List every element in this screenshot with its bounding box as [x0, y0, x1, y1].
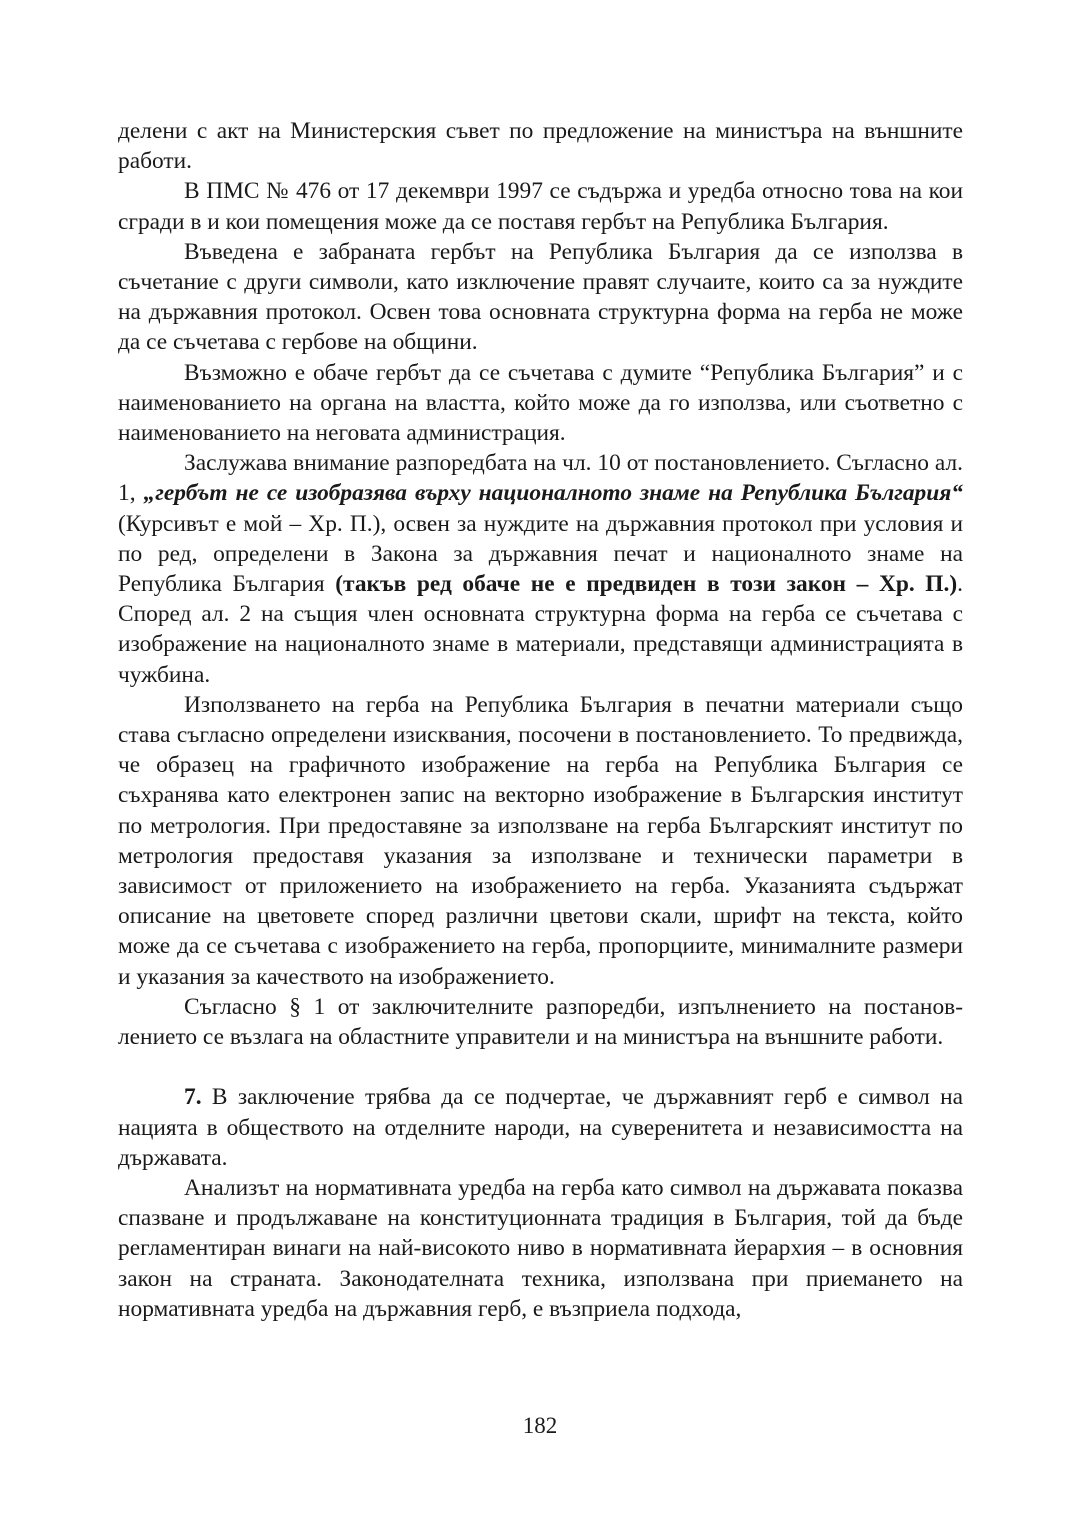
paragraph-2: В ПМС № 476 от 17 декември 1997 се съдържа и уредба относно това на кои сгради в и кои помещения може да се поставя гербът на Република България.	[118, 178, 963, 235]
paragraph-7: Съгласно § 1 от заключителните разпоредби, изпълнението на постановлението се възлага на областните управители и на министъра на външните работи.	[118, 993, 963, 1051]
quoted-provision: „гербът не се изобразява върху националното знаме на Република България“	[143, 480, 964, 507]
paragraph-6: Използването на герба на Република България в печатни материали също става съгласно определени изисквания, посочени в постановлението. То предвижда, че образец на графичното изображение на герба на Република България се съхранява като електронен запис на векторно изображение в Българския институт по метрология. При предоставяне за използване на герба Българският институт по метрология предоставя указания за използване и технически параметри в зависимост от приложението на изображението на герба. Указанията съдържат описание на цветовете според различни цветови скали, шрифт на текста, който може да се съчетава с изображението на герба, пропорциите, минималните размери и указания за качеството на изображението.	[118, 691, 963, 990]
author-note: (такъв ред обаче не е предвиден в този закон – Хр. П.)	[335, 571, 958, 598]
section-number: 7.	[184, 1084, 202, 1111]
paragraph-8	[118, 1082, 963, 1173]
paragraph-8-text: В заключение трябва да се подчертае, че държавният герб е символ на нацията в обществото на отделните народи, на суверенитета и независимостта на държавата.	[118, 1084, 963, 1171]
paragraph-1: делени с акт на Министерския съвет по предложение на министъра на външните работи.	[118, 118, 963, 175]
page-number: 182	[522, 1413, 558, 1438]
paragraph-4: Възможно е обаче гербът да се съчетава с думите “Република България” и с наименованието на органа на властта, който може да го използва, или съответно с наименованието на неговата администрация.	[118, 359, 963, 447]
paragraph-5-end: . Според ал. 2 на същия член основната структурна форма на герба се съчетава с изображение на националното знаме в материали, представящи администрацията в чужбина.	[118, 571, 964, 688]
document-page	[118, 116, 963, 1324]
paragraph-5-intro: Заслужава внимание разпоредбата на чл. 10 от постановлението. Съгласно ал. 1,	[118, 450, 963, 507]
paragraph-3: Въведена е забраната гербът на Република България да се използва в съчетание с други символи, като изключение правят случаите, които са за нуждите на държавния протокол. Освен това основната структурна форма на герба не може да се съчетава с гербове на общини.	[118, 238, 963, 356]
paragraph-9: Анализът на нормативната уредба на герба като символ на държавата показва спазване и продължаване на конституционната традиция в България, той да бъде регламентиран винаги на най-високото ниво в нормативната йерархия – в основния закон на страната. Законодателната техника, използвана при приемането на нормативната уредба на държавния герб, е възприела подхода,	[118, 1174, 963, 1322]
paragraph-5	[118, 448, 963, 690]
paragraph-5-middle: (Курсивът е мой – Хр. П.), освен за нуждите на държавния протокол при условия и по ред, определени в Закона за държавния печат и националното знаме на Република България	[118, 510, 963, 598]
